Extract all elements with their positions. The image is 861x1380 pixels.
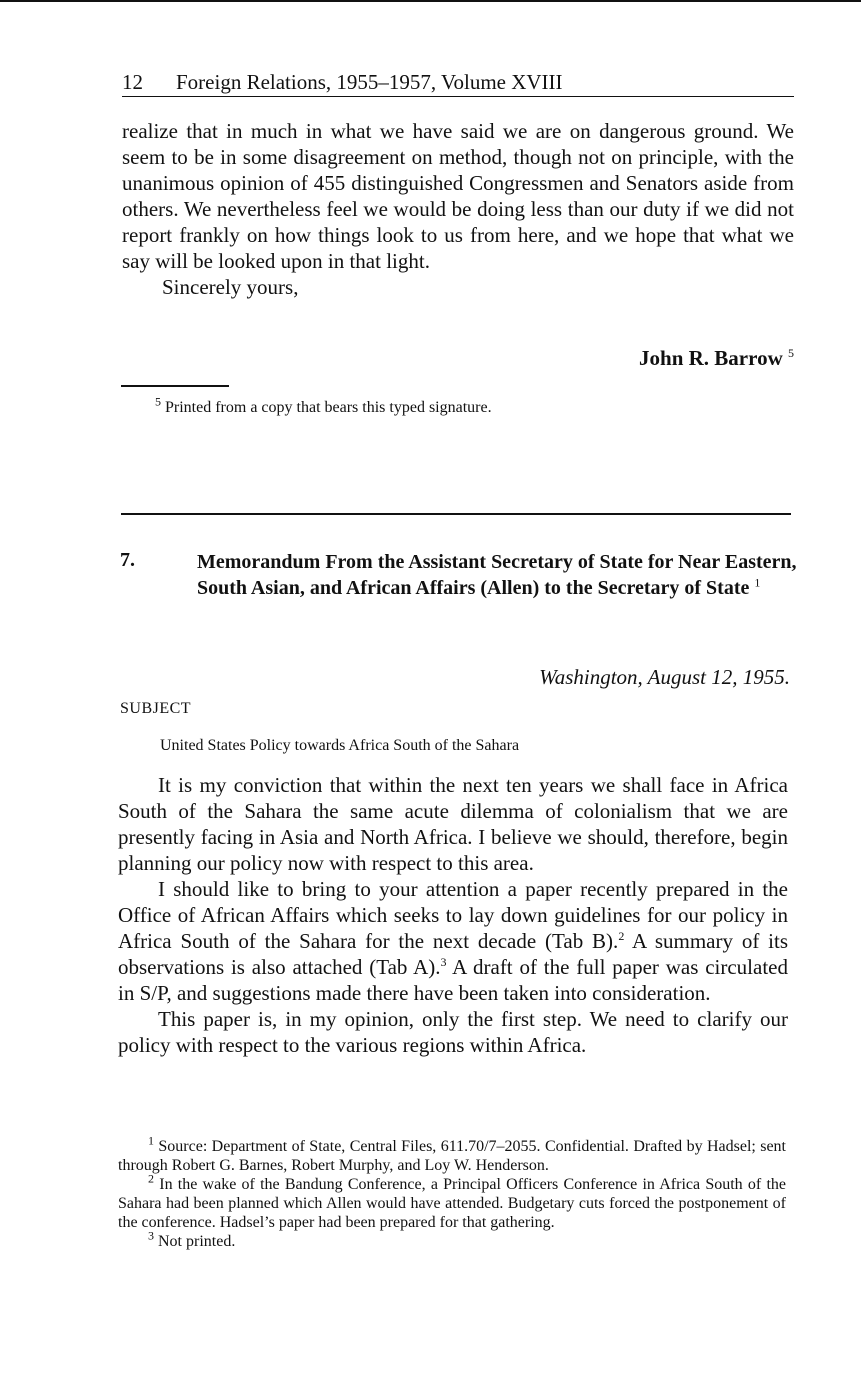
- running-header: [122, 68, 794, 97]
- footnote-rule: [121, 385, 229, 387]
- top-border: [0, 0, 861, 2]
- signature-name: John R. Barrow: [639, 346, 783, 370]
- footnote-ref-2: 2: [618, 929, 625, 943]
- memo-paragraph-2-part-b: A summary of its observations is also attached (Tab A).: [118, 929, 789, 979]
- footnote-5: [155, 394, 795, 417]
- footnote-2-text: In the wake of the Bandung Conference, a Principal Officers Conference in Africa South of the Sahara had been planned which Allen would have attended. Budgetary cuts forced the postponement of the conference. Hadsel’s paper had been prepared for that gathering.: [118, 1176, 787, 1231]
- memo-paragraph-2-part-c: A draft of the full paper was circulated in S/P, and suggestions made there have been taken into consideration.: [118, 955, 788, 1005]
- footnote-5-marker: 5: [155, 394, 161, 409]
- dateline: Washington, August 12, 1955.: [539, 665, 790, 689]
- subject-text: United States Policy towards Africa South of the Sahara: [160, 737, 520, 754]
- memo-paragraph-3: This paper is, in my opinion, only the first step. We need to clarify our policy with respect to the various regions within Africa.: [118, 1007, 788, 1057]
- footnote-1-marker: 1: [148, 1133, 154, 1148]
- document-title-text: Memorandum From the Assistant Secretary of State for Near Eastern, South Asian, and African Affairs (Allen) to the Secretary of State: [197, 551, 797, 599]
- footnote-3-text: Not printed.: [158, 1233, 236, 1250]
- memo-paragraph-1: It is my conviction that within the next ten years we shall face in Africa South of the Sahara the same acute dilemma of colonialism that we are presently facing in Asia and North Africa. I believe we should, therefore, begin planning our policy now with respect to this area.: [118, 773, 788, 875]
- letter-signature: [560, 344, 794, 372]
- document-title: [197, 549, 797, 601]
- subject-label: SUBJECT: [120, 700, 192, 717]
- memo-paragraph-2-part-a: I should like to bring to your attention a paper recently prepared in the Office of African Affairs which seeks to lay down guidelines for our policy in Africa South of the Sahara for the next decade (Tab B).: [118, 877, 788, 953]
- running-title: Foreign Relations, 1955–1957, Volume XVIII: [176, 70, 563, 94]
- footnote-3: [118, 1228, 786, 1251]
- footnote-ref-1: 1: [754, 575, 761, 590]
- document-separator: [121, 513, 791, 515]
- document-number: 7.: [120, 549, 135, 571]
- footnote-1: [118, 1133, 787, 1175]
- letter-paragraph: realize that in much in what we have said we are on dangerous ground. We seem to be in some disagreement on method, though not on principle, with the unanimous opinion of 455 distinguished Congressmen and Senators aside from others. We nevertheless feel we would be doing less than our duty if we did not report frankly on how things look to us from here, and we hope that what we say will be looked upon in that light.: [122, 119, 794, 273]
- footnote-2: [118, 1171, 787, 1232]
- footnote-1-text: Source: Department of State, Central Files, 611.70/7–2055. Confidential. Drafted by Hadsel; sent through Robert G. Barnes, Robert Murphy, and Loy W. Henderson.: [118, 1138, 787, 1174]
- footnote-5-text: Printed from a copy that bears this typed signature.: [165, 399, 492, 416]
- footnote-ref-3: 3: [440, 955, 447, 969]
- letter-closing: Sincerely yours,: [162, 275, 299, 299]
- footnotes: [118, 1133, 787, 1251]
- footnote-2-marker: 2: [148, 1171, 154, 1186]
- page-number: 12: [122, 70, 143, 94]
- memo-body: [118, 772, 788, 1058]
- footnote-3-marker: 3: [148, 1228, 154, 1243]
- memo-paragraph-2: [118, 876, 788, 1006]
- letter-body: [122, 118, 794, 300]
- footnote-ref-5: 5: [788, 346, 794, 360]
